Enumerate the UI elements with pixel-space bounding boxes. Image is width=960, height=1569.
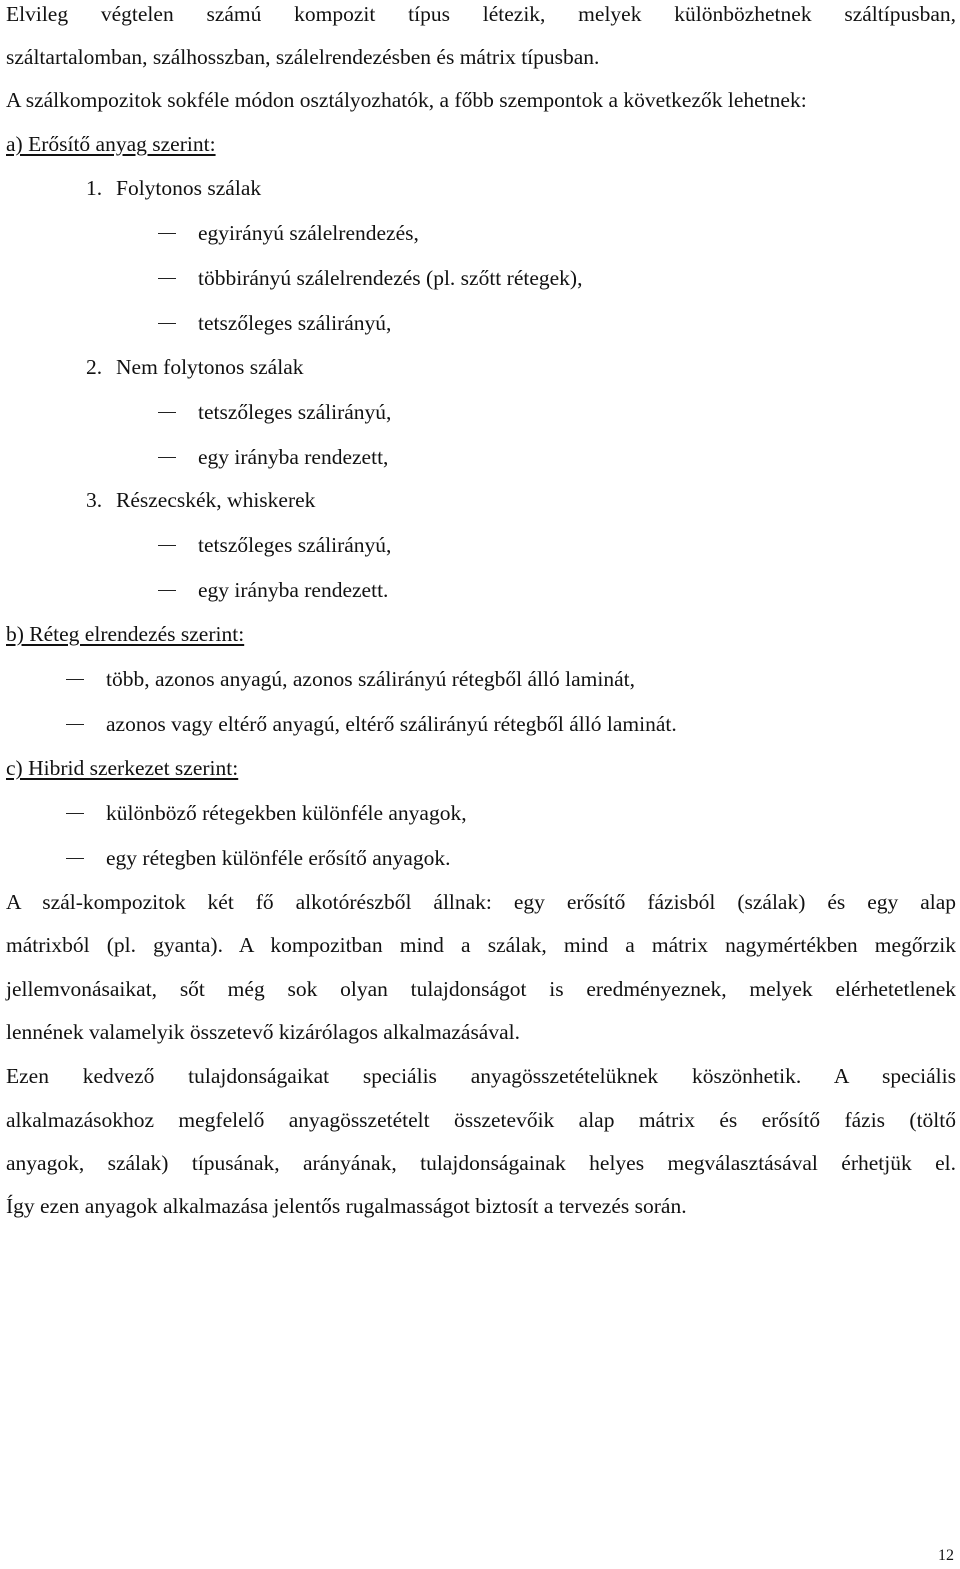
list-title: Nem folytonos szálak	[116, 355, 304, 379]
list-number: 1.	[86, 176, 103, 200]
list-number: 2.	[86, 355, 103, 379]
dash-bullet	[158, 233, 176, 234]
dash-bullet	[158, 278, 176, 279]
subitem-text: többirányú szálelrendezés (pl. szőtt rétegek),	[198, 266, 583, 290]
dash-bullet	[158, 323, 176, 324]
section-c-heading: c) Hibrid szerkezet szerint:	[6, 756, 239, 780]
paragraph-2-line-2: alkalmazásokhoz megfelelő anyagösszetételt összetevőik alap mátrix és erősítő fázis (töltő	[6, 1108, 956, 1132]
list-subitem	[6, 310, 956, 336]
list-subitem	[6, 265, 956, 291]
subitem-text: különböző rétegekben különféle anyagok,	[106, 801, 467, 825]
paragraph-1-line-2: mátrixból (pl. gyanta). A kompozitban mind a szálak, mind a mátrix nagymértékben megőrzik	[6, 933, 956, 957]
list-title: Folytonos szálak	[116, 176, 262, 200]
list-subitem	[6, 399, 956, 425]
dash-bullet	[158, 590, 176, 591]
subitem-text: tetszőleges szálirányú,	[198, 400, 392, 424]
list-item	[6, 487, 956, 513]
list-subitem	[6, 577, 956, 603]
subitem-text: tetszőleges szálirányú,	[198, 533, 392, 557]
list-subitem	[6, 800, 956, 826]
paragraph-2-line-3: anyagok, szálak) típusának, arányának, tulajdonságainak helyes megválasztásával érhetjük el.	[6, 1151, 956, 1175]
paragraph-1-line-4: lennének valamelyik összetevő kizárólagos alkalmazásával.	[6, 1020, 520, 1044]
list-subitem	[6, 666, 956, 692]
dash-bullet	[158, 545, 176, 546]
section-a-heading: a) Erősítő anyag szerint:	[6, 132, 216, 156]
dash-bullet	[66, 679, 84, 680]
list-subitem	[6, 711, 956, 737]
subitem-text: több, azonos anyagú, azonos szálirányú rétegből álló laminát,	[106, 667, 635, 691]
section-b-heading: b) Réteg elrendezés szerint:	[6, 622, 245, 646]
intro-line-1: Elvileg végtelen számú kompozit típus létezik, melyek különbözhetnek száltípusban,	[6, 2, 956, 26]
subitem-text: egy irányba rendezett,	[198, 445, 389, 469]
dash-bullet	[66, 813, 84, 814]
paragraph-2-line-4: Így ezen anyagok alkalmazása jelentős rugalmasságot biztosít a tervezés során.	[6, 1194, 687, 1218]
intro-line-2: száltartalomban, szálhosszban, szálelrendezésben és mátrix típusban.	[6, 45, 600, 69]
dash-bullet	[66, 724, 84, 725]
list-subitem	[6, 532, 956, 558]
subitem-text: egy rétegben különféle erősítő anyagok.	[106, 846, 451, 870]
paragraph-2-line-1: Ezen kedvező tulajdonságaikat speciális anyagösszetételüknek köszönhetik. A speciális	[6, 1064, 956, 1088]
intro-line-3: A szálkompozitok sokféle módon osztályozhatók, a főbb szempontok a következők lehetnek:	[6, 88, 807, 112]
subitem-text: egy irányba rendezett.	[198, 578, 389, 602]
list-item	[6, 354, 956, 380]
dash-bullet	[158, 412, 176, 413]
paragraph-1-line-1: A szál-kompozitok két fő alkotórészből állnak: egy erősítő fázisból (szálak) és egy alap	[6, 890, 956, 914]
list-subitem	[6, 220, 956, 246]
subitem-text: egyirányú szálelrendezés,	[198, 221, 419, 245]
paragraph-1-line-3: jellemvonásaikat, sőt még sok olyan tulajdonságot is eredményeznek, melyek elérhetetlenek	[6, 977, 956, 1001]
dash-bullet	[158, 457, 176, 458]
list-title: Részecskék, whiskerek	[116, 488, 316, 512]
list-subitem	[6, 845, 956, 871]
subitem-text: tetszőleges szálirányú,	[198, 311, 392, 335]
subitem-text: azonos vagy eltérő anyagú, eltérő szálirányú rétegből álló laminát.	[106, 712, 677, 736]
list-item	[6, 175, 956, 201]
list-number: 3.	[86, 488, 103, 512]
list-subitem	[6, 444, 956, 470]
page-number: 12	[938, 1547, 954, 1564]
dash-bullet	[66, 858, 84, 859]
